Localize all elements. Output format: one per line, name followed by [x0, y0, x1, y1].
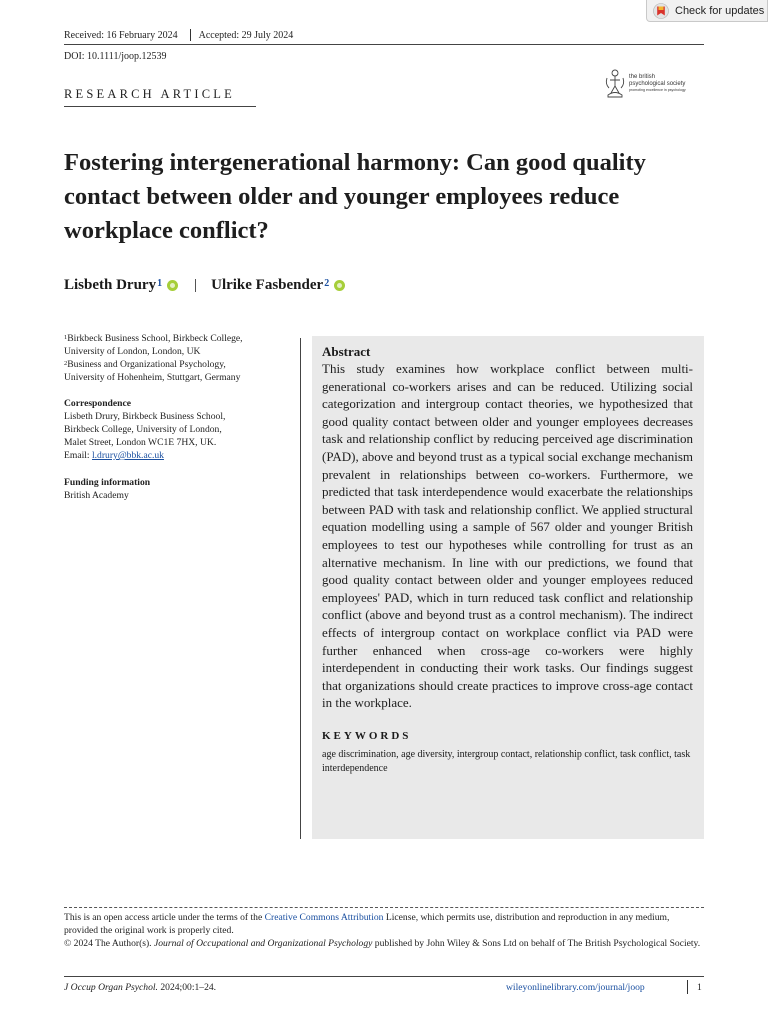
license-notice: This is an open access article under the terms of the Creative Commons Attribution License, which permits use, distribution and reproduction in any medium, provided the original work is properly cited. © 2024 The Author(s). Journal of Occupational and Organizational Psychology published by John Wiley & Sons Ltd on behalf of The British Psychological Society.: [64, 911, 704, 950]
accepted-date: Accepted: 29 July 2024: [198, 29, 294, 41]
bps-logo-line1: the british: [629, 74, 656, 80]
header-rule: [64, 44, 704, 45]
journal-name: Journal of Occupational and Organizational Psychology: [153, 938, 373, 949]
footer-rule: [64, 976, 704, 977]
orcid-icon[interactable]: [334, 280, 345, 291]
bps-logo-tagline: promoting excellence in psychology: [629, 88, 686, 92]
email-link[interactable]: l.drury@bbk.ac.uk: [91, 450, 164, 461]
author-separator: |: [194, 277, 198, 293]
doi[interactable]: DOI: 10.1111/joop.12539: [64, 51, 167, 62]
article-type-underline: [64, 106, 256, 107]
author-name[interactable]: Lisbeth Drury: [64, 277, 157, 293]
column-divider: [300, 338, 301, 839]
received-date: Received: 16 February 2024: [64, 29, 178, 41]
date-divider: [190, 29, 191, 41]
footer-dashed-rule: [64, 907, 704, 908]
journal-site-link[interactable]: wileyonlinelibrary.com/journal/joop: [506, 982, 645, 993]
correspondence-address: Lisbeth Drury, Birkbeck Business School, Birkbeck College, University of London, Malet Street, London WC1E 7HX, UK. Email: l.drury@bbk.ac.uk: [64, 411, 226, 461]
article-type: RESEARCH ARTICLE: [64, 87, 235, 101]
check-for-updates-label: Check for updates: [675, 4, 765, 17]
author-affiliation-marker[interactable]: 2: [324, 278, 330, 289]
abstract-heading: Abstract: [322, 344, 371, 359]
bps-logo-line2: psychological society: [629, 81, 686, 87]
citation: J Occup Organ Psychol. 2024;00:1–24.: [64, 982, 217, 993]
abstract-text: This study examines how workplace conflict between multi-generational co-workers arises and can be reduced. Utilizing social categorization and intergroup contact theories, we hypothesized that good quality contact between older and younger employees decreases task and relationship conflict by reducing perceived age discrimination (PAD), above and beyond trust as a typical social exchange mechanism prevalent in relationships between co-workers. Furthermore, we predicted that task interdependence would exacerbate the relationships between PAD with task and relationship conflict. We applied structural equation modelling using a sample of 567 older and younger British employees to test our hypotheses while controlling for trust as an alternative mechanism. In line with our predictions, we found that good quality contact between older and younger employees reduced employees' PAD, which in turn reduced task conflict and relationship conflict (above and beyond trust as a control mechanism). The indirect effects of intergroup contact on workplace conflict via PAD were further enhanced when cross-age co-workers were highly interdependent in conducting their work tasks. Our findings suggest that organizations should create practices to improve cross-age contact in the workplace.: [322, 361, 693, 711]
funding-heading: Funding information: [64, 477, 151, 488]
bps-logo-text: [629, 74, 686, 93]
page-number-divider: [687, 980, 688, 994]
check-for-updates-icon: [653, 3, 669, 19]
orcid-icon[interactable]: [167, 280, 178, 291]
copyright: © 2024 The Author(s). Journal of Occupational and Organizational Psychology published by John Wiley & Sons Ltd on behalf of The British Psychological Society.: [64, 938, 701, 949]
keywords-heading: KEYWORDS: [322, 729, 412, 742]
keywords-text: age discrimination, age diversity, intergroup contact, relationship conflict, task conflict, task interdependence: [322, 748, 691, 775]
correspondence-heading: Correspondence: [64, 398, 131, 409]
article-info-column: [64, 332, 294, 502]
article-title: Fostering intergenerational harmony: Can good quality contact between older and younger employees reduce workplace conflict?: [64, 149, 646, 244]
check-for-updates-button[interactable]: [646, 0, 768, 22]
author-affiliation-marker[interactable]: 1: [157, 278, 163, 289]
author-list: [64, 277, 345, 294]
affiliation: $^1$Birkbeck Business School, Birkbeck College, University of London, London, UK: [64, 333, 243, 357]
funding-text: British Academy: [64, 490, 129, 501]
article-dates: [64, 29, 293, 41]
affiliation: $^2$Business and Organizational Psychology, University of Hohenheim, Stuttgart, Germany: [64, 359, 241, 383]
cc-license-link[interactable]: Creative Commons Attribution: [264, 912, 384, 923]
page-number: 1: [697, 982, 702, 993]
author-name[interactable]: Ulrike Fasbender: [211, 277, 324, 293]
abstract-box: [312, 336, 704, 839]
